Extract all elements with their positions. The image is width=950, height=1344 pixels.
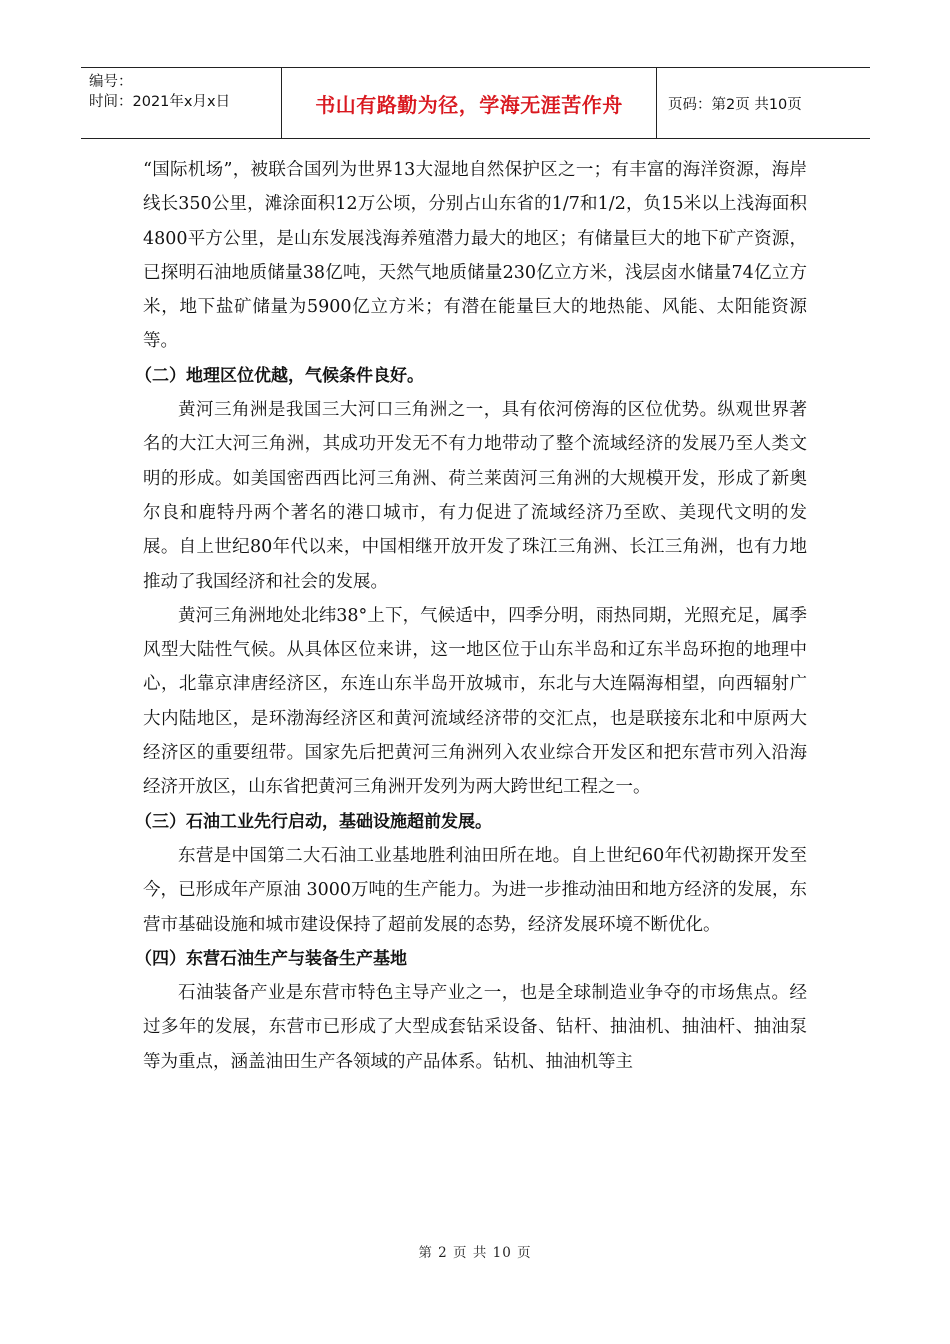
paragraph-climate: 黄河三角洲地处北纬38°上下，气候适中，四季分明，雨热同期，光照充足，属季风型大陆性气候。从具体区位来讲，这一地区位于山东半岛和辽东半岛环抱的地理中心，北靠京津唐经济区，东连山东半岛开放城市，东北与大连隔海相望，向西辐射广大内陆地区，是环渤海经济区和黄河流域经济带的交汇点，也是联接东北和中原两大经济区的重要纽带。国家先后把黄河三角洲列入农业综合开发区和把东营市列入沿海经济开放区，山东省把黄河三角洲开发列为两大跨世纪工程之一。 bbox=[143, 605, 807, 798]
paragraph-resources: “国际机场”，被联合国列为世界13大湿地自然保护区之一；有丰富的海洋资源，海岸线长350公里，滩涂面积12万公顷，分别占山东省的1/7和1/2，负15米以上浅海面积4800平方公里，是山东发展浅海养殖潜力最大的地区；有储量巨大的地下矿产资源，已探明石油地质储量38亿吨，天然气地质储量230亿立方米，浅层卤水储量74亿立方米，地下盐矿储量为5900亿立方米；有潜在能量巨大的地热能、风能、太阳能资源等。 bbox=[143, 160, 807, 352]
motto-text: 书山有路勤为径，学海无涯苦作舟 bbox=[315, 92, 623, 117]
page-info: 页码：第2页 共10页 bbox=[668, 96, 802, 113]
paragraph-delta-location: 黄河三角洲是我国三大河口三角洲之一，具有依河傍海的区位优势。纵观世界著名的大江大河三角洲，其成功开发无不有力地带动了整个流域经济的发展乃至人类文明的形成。如美国密西西比河三角洲、荷兰莱茵河三角洲的大规模开发，形成了新奥尔良和鹿特丹两个著名的港口城市，有力促进了流域经济乃至欧、美现代文明的发展。自上世纪80年代以来，中国相继开放开发了珠江三角洲、长江三角洲，也有力地推动了我国经济和社会的发展。 bbox=[143, 400, 807, 592]
page-footer: 第 2 页 共 10 页 bbox=[418, 1245, 532, 1261]
header-meta-cell bbox=[81, 68, 282, 138]
section-heading-2: （二）地理区位优越，气候条件良好。 bbox=[135, 365, 424, 386]
header-table bbox=[81, 67, 870, 139]
document-body bbox=[135, 153, 807, 1079]
header-page-cell bbox=[657, 68, 870, 138]
time-label: 时间：2021年x月x日 bbox=[89, 94, 231, 110]
section-heading-3: （三）石油工业先行启动，基础设施超前发展。 bbox=[135, 811, 492, 832]
header-motto-cell bbox=[282, 68, 657, 138]
section-heading-4: （四）东营石油生产与装备生产基地 bbox=[135, 948, 407, 969]
code-label: 编号： bbox=[89, 74, 133, 90]
paragraph-oil-industry: 东营是中国第二大石油工业基地胜利油田所在地。自上世纪60年代初勘探开发至今，已形成年产原油 3000万吨的生产能力。为进一步推动油田和地方经济的发展，东营市基础设施和城市建设保持了超前发展的态势，经济发展环境不断优化。 bbox=[143, 845, 807, 935]
paragraph-equipment: 石油装备产业是东营市特色主导产业之一，也是全球制造业争夺的市场焦点。经过多年的发展，东营市已形成了大型成套钻采设备、钻杆、抽油机、抽油杆、抽油泵等为重点，涵盖油田生产各领域的产品体系。钻机、抽油机等主 bbox=[143, 983, 807, 1072]
